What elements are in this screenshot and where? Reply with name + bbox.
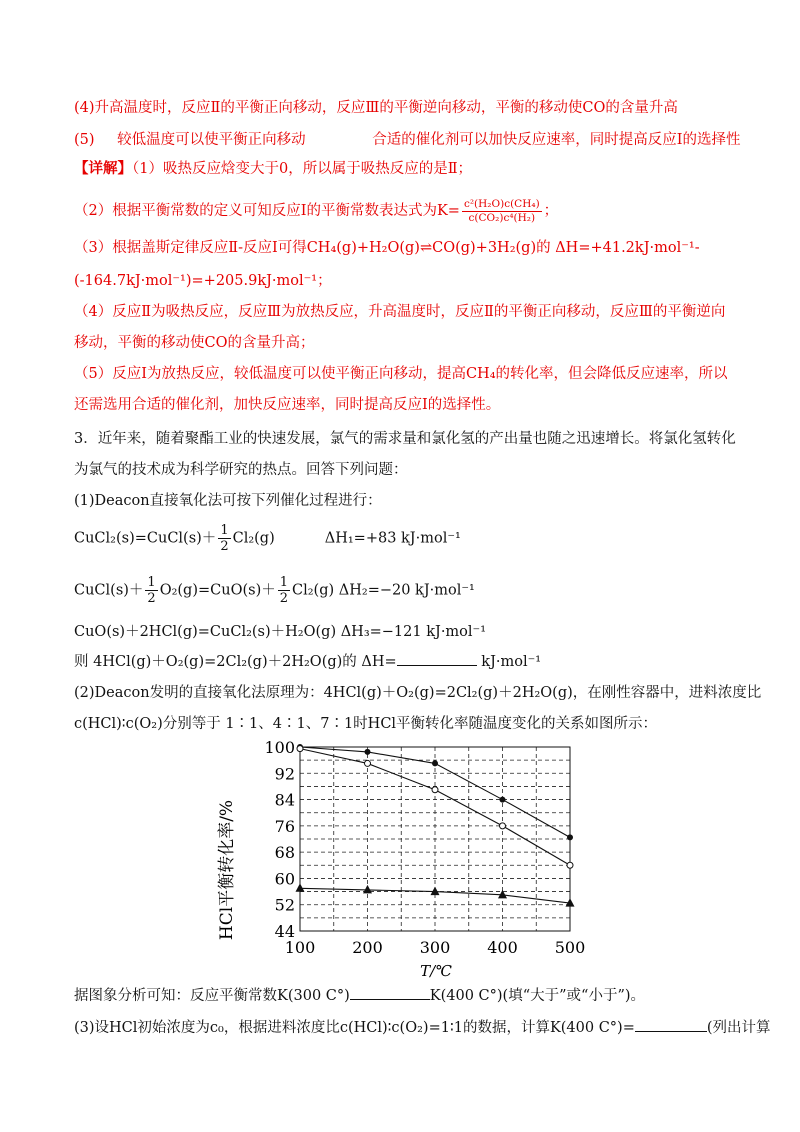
eq1-half-num: 1 bbox=[220, 523, 229, 538]
explain-2-pre: （2）根据平衡常数的定义可知反应Ⅰ的平衡常数表达式为K= bbox=[74, 203, 460, 219]
k-numerator: c²(H₂O)c(CH₄) bbox=[463, 197, 540, 210]
q3-eq1 bbox=[74, 523, 740, 554]
x-tick-label: 400 bbox=[487, 938, 518, 957]
eq2-half-2 bbox=[278, 575, 290, 606]
ask2-mid: K(400 C°)(填“大于”或“小于”)。 bbox=[429, 988, 646, 1004]
data-point bbox=[432, 760, 438, 766]
y-tick-label: 100 bbox=[264, 738, 295, 757]
data-point bbox=[498, 890, 507, 899]
explain-2 bbox=[74, 196, 740, 226]
eq1-half bbox=[218, 523, 230, 554]
q3-s3 bbox=[74, 1017, 771, 1038]
explain-2-post: ； bbox=[543, 203, 559, 219]
q3-ask2 bbox=[74, 985, 740, 1006]
eq1-dh: ΔH₁=+83 kJ·mol⁻¹ bbox=[324, 530, 461, 547]
explain-4b: 移动，平衡的移动使CO的含量升高； bbox=[74, 335, 315, 351]
x-tick-label: 100 bbox=[284, 938, 316, 957]
data-point bbox=[365, 760, 371, 766]
x-tick-label: 500 bbox=[554, 938, 586, 957]
data-point bbox=[297, 746, 303, 752]
eq1-right: Cl₂(g) bbox=[232, 530, 275, 547]
q3-intro-b: 为氯气的技术成为科学研究的热点。回答下列问题： bbox=[74, 462, 408, 478]
explain-4a: （4）反应Ⅱ为吸热反应，反应Ⅲ为放热反应，升高温度时，反应Ⅱ的平衡正向移动，反应Ⅲ的平衡逆向 bbox=[74, 304, 726, 320]
q3-s1: (1)Deacon直接氧化法可按下列催化过程进行： bbox=[74, 493, 382, 509]
data-point bbox=[567, 862, 573, 868]
ask2-pre: 据图象分析可知：反应平衡常数K(300 C°) bbox=[74, 988, 350, 1004]
explain-tag: 【详解】 bbox=[74, 160, 132, 177]
eq2-c: Cl₂(g) ΔH₂=−20 kJ·mol⁻¹ bbox=[292, 582, 475, 599]
explain-3b: (-164.7kJ·mol⁻¹)=+205.9kJ·mol⁻¹； bbox=[74, 273, 332, 289]
eq1-left: CuCl₂(s)=CuCl(s)＋ bbox=[74, 530, 217, 547]
answer-5 bbox=[74, 130, 740, 150]
hcl-conversion-chart bbox=[200, 735, 600, 980]
q3-eq3: CuO(s)＋2HCl(g)=CuCl₂(s)＋H₂O(g) ΔH₃=−121 kJ·mol⁻¹ bbox=[74, 624, 487, 640]
eq2-half-1 bbox=[145, 575, 157, 606]
k-denominator: c(CO₂)c⁴(H₂) bbox=[468, 211, 536, 224]
eq2-b: O₂(g)=CuO(s)＋ bbox=[159, 582, 276, 599]
data-point bbox=[500, 823, 506, 829]
chart-grid bbox=[300, 747, 570, 931]
explain-5a: （5）反应Ⅰ为放热反应，较低温度可以使平衡正向移动，提高CH₄的转化率，但会降低反应速率，所以 bbox=[74, 366, 728, 382]
y-tick-label: 76 bbox=[274, 816, 295, 836]
x-axis-label: T/℃ bbox=[420, 962, 452, 980]
s3-pre: (3)设HCl初始浓度为c₀，根据进料浓度比c(HCl)∶c(O₂)=1∶1的数据，计算K(400 C°)= bbox=[74, 1020, 635, 1036]
s3-post: (列出计算 bbox=[706, 1020, 771, 1036]
data-point bbox=[431, 887, 440, 896]
explain-1-text: （1）吸热反应焓变大于0，所以属于吸热反应的是Ⅱ； bbox=[132, 161, 473, 177]
y-tick-label: 68 bbox=[274, 843, 295, 863]
y-tick-label: 52 bbox=[274, 895, 295, 915]
answer-5-part2: 合适的催化剂可以加快反应速率，同时提高反应Ⅰ的选择性 bbox=[372, 132, 741, 148]
answer-5-label: (5) bbox=[74, 132, 95, 148]
eq2-a: CuCl(s)＋ bbox=[74, 582, 144, 599]
eq2-half-1-num: 1 bbox=[147, 575, 156, 590]
eq2-half-2-den: 2 bbox=[279, 591, 289, 606]
q3-s2a: (2)Deacon发明的直接氧化法原理为：4HCl(g)＋O₂(g)=2Cl₂(g)＋2H₂O(g)，在刚性容器中，进料浓度比 bbox=[74, 685, 762, 701]
explain-5b: 还需选用合适的催化剂，加快反应速率，同时提高反应Ⅰ的选择性。 bbox=[74, 397, 501, 413]
y-tick-label: 44 bbox=[274, 922, 295, 941]
ask1-pre: 则 4HCl(g)＋O₂(g)=2Cl₂(g)＋2H₂O(g)的 ΔH= bbox=[74, 654, 397, 670]
answer-5-part1: 较低温度可以使平衡正向移动 bbox=[117, 132, 306, 148]
data-point bbox=[432, 787, 438, 793]
data-point bbox=[296, 883, 305, 892]
ask1-post: kJ·mol⁻¹ bbox=[481, 654, 542, 670]
eq2-half-1-den: 2 bbox=[147, 591, 156, 606]
data-point bbox=[363, 885, 372, 894]
q3-ask1 bbox=[74, 651, 740, 672]
y-axis-label: HCl平衡转化率/% bbox=[217, 799, 237, 941]
x-tick-label: 200 bbox=[352, 938, 383, 957]
data-point bbox=[365, 749, 371, 755]
explain-3a: （3）根据盖斯定律反应Ⅱ-反应Ⅰ可得CH₄(g)+H₂O(g)⇌CO(g)+3H₂(g)的 ΔH=+41.2kJ·mol⁻¹- bbox=[74, 240, 700, 256]
k-expression-fraction bbox=[462, 198, 542, 225]
k-compare-blank[interactable] bbox=[350, 985, 430, 1000]
chart-ticks bbox=[264, 738, 585, 957]
answer-4: (4)升高温度时，反应Ⅱ的平衡正向移动，反应Ⅲ的平衡逆向移动，平衡的移动使CO的含量升高 bbox=[74, 100, 678, 116]
q3-intro-a: 3．近年来，随着聚酯工业的快速发展，氯气的需求量和氯化氢的产出量也随之迅速增长。将氯化氢转化 bbox=[74, 431, 736, 447]
q3-eq2 bbox=[74, 575, 740, 606]
data-point bbox=[500, 797, 506, 803]
y-tick-label: 84 bbox=[274, 790, 295, 810]
eq2-half-2-num: 1 bbox=[279, 575, 289, 590]
y-tick-label: 60 bbox=[274, 869, 295, 889]
data-point bbox=[567, 834, 573, 840]
dh-answer-blank[interactable] bbox=[397, 651, 477, 666]
explain-1 bbox=[74, 159, 740, 179]
eq1-half-den: 2 bbox=[220, 539, 229, 554]
q3-s2b: c(HCl)∶c(O₂)分别等于 1∶1、4∶1、7∶1时HCl平衡转化率随温度变化的关系如图所示： bbox=[74, 716, 658, 732]
y-tick-label: 92 bbox=[274, 764, 295, 784]
k400-answer-blank[interactable] bbox=[635, 1017, 707, 1032]
x-tick-label: 300 bbox=[419, 938, 451, 957]
